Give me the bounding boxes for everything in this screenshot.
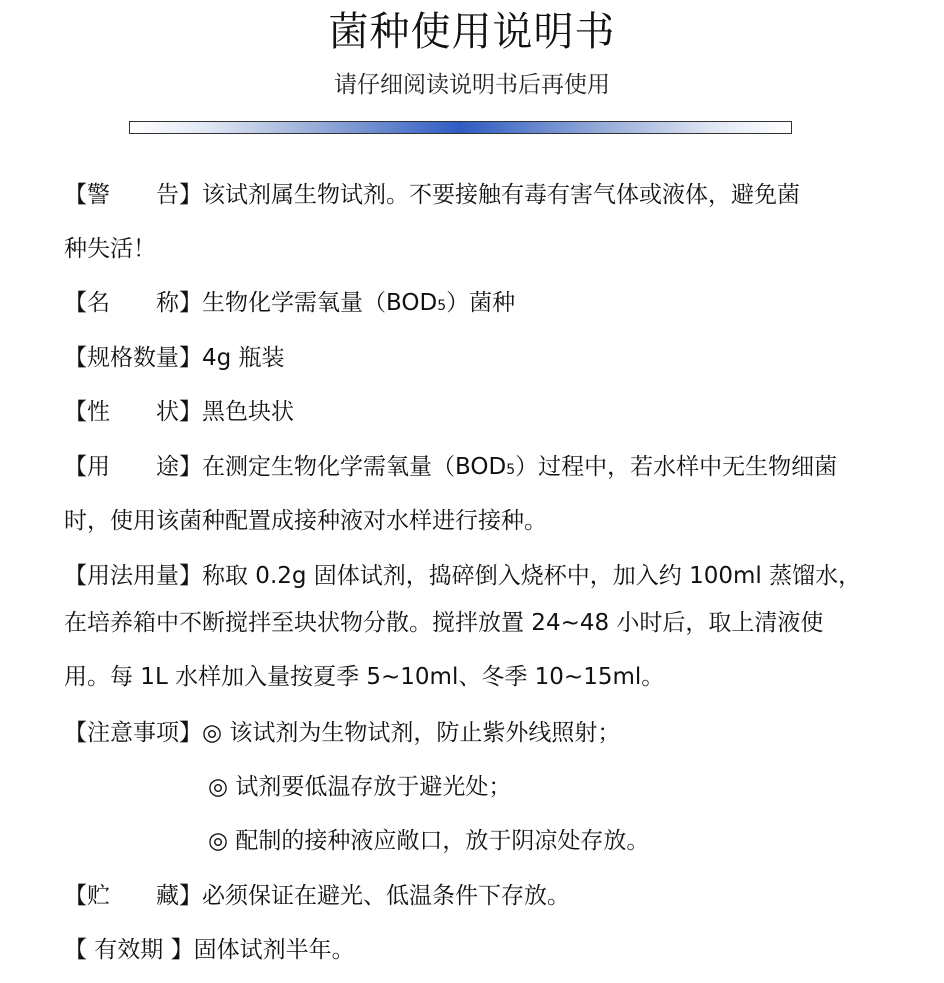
purpose-line-2 bbox=[64, 505, 547, 537]
document-subtitle: 请仔细阅读说明书后再使用 bbox=[334, 72, 610, 98]
storage-line bbox=[64, 880, 570, 912]
spec-line bbox=[64, 342, 285, 374]
purpose-text: 在测定生物化学需氧量（BOD bbox=[202, 454, 507, 480]
name-text-end: ）菌种 bbox=[446, 290, 516, 316]
gradient-divider bbox=[129, 121, 792, 134]
name-label: 【名 称】 bbox=[64, 290, 202, 316]
warning-text: 该试剂属生物试剂。不要接触有毒有害气体或液体，避免菌 bbox=[202, 182, 800, 208]
validity-label: 【 有效期 】 bbox=[64, 937, 194, 963]
warning-line-1 bbox=[64, 179, 800, 211]
storage-text: 必须保证在避光、低温条件下存放。 bbox=[202, 883, 570, 909]
document-title: 菌种使用说明书 bbox=[328, 9, 616, 55]
usage-text-continued: 在培养箱中不断搅拌至块状物分散。搅拌放置 24~48 小时后，取上清液使 bbox=[64, 610, 824, 636]
purpose-text-continued: 时，使用该菌种配置成接种液对水样进行接种。 bbox=[64, 508, 547, 534]
purpose-line-1 bbox=[64, 451, 837, 486]
appearance-text: 黑色块状 bbox=[202, 399, 294, 425]
usage-text: 称取 0.2g 固体试剂，捣碎倒入烧杯中，加入约 100ml 蒸馏水， bbox=[202, 563, 862, 589]
spec-text: 4g 瓶装 bbox=[202, 345, 285, 371]
warning-label: 【警 告】 bbox=[64, 182, 202, 208]
usage-label: 【用法用量】 bbox=[64, 563, 202, 589]
notes-item: ◎ 配制的接种液应敞口，放于阴凉处存放。 bbox=[208, 828, 650, 854]
validity-text: 固体试剂半年。 bbox=[193, 937, 355, 963]
name-subscript: 5 bbox=[437, 298, 447, 314]
spec-label: 【规格数量】 bbox=[64, 345, 202, 371]
usage-text-end: 用。每 1L 水样加入量按夏季 5~10ml、冬季 10~15ml。 bbox=[64, 664, 665, 690]
notes-item: ◎ 试剂要低温存放于避光处； bbox=[208, 774, 512, 800]
notes-item: ◎ 该试剂为生物试剂，防止紫外线照射； bbox=[202, 720, 621, 746]
usage-line-2 bbox=[64, 607, 823, 639]
notes-line-1 bbox=[64, 717, 620, 749]
appearance-label: 【性 状】 bbox=[64, 399, 202, 425]
warning-line-2 bbox=[64, 233, 156, 265]
notes-line-2 bbox=[208, 771, 511, 803]
validity-line bbox=[64, 934, 355, 966]
notes-label: 【注意事项】 bbox=[64, 720, 202, 746]
usage-line-1 bbox=[64, 560, 861, 592]
notes-line-3 bbox=[208, 825, 649, 857]
storage-label: 【贮 藏】 bbox=[64, 883, 202, 909]
usage-line-3 bbox=[64, 661, 664, 693]
purpose-subscript: 5 bbox=[506, 462, 516, 478]
purpose-label: 【用 途】 bbox=[64, 454, 202, 480]
appearance-line bbox=[64, 396, 294, 428]
name-line bbox=[64, 287, 515, 322]
name-text: 生物化学需氧量（BOD bbox=[202, 290, 438, 316]
purpose-text-end: ）过程中，若水样中无生物细菌 bbox=[515, 454, 838, 480]
warning-text-continued: 种失活！ bbox=[64, 236, 156, 262]
